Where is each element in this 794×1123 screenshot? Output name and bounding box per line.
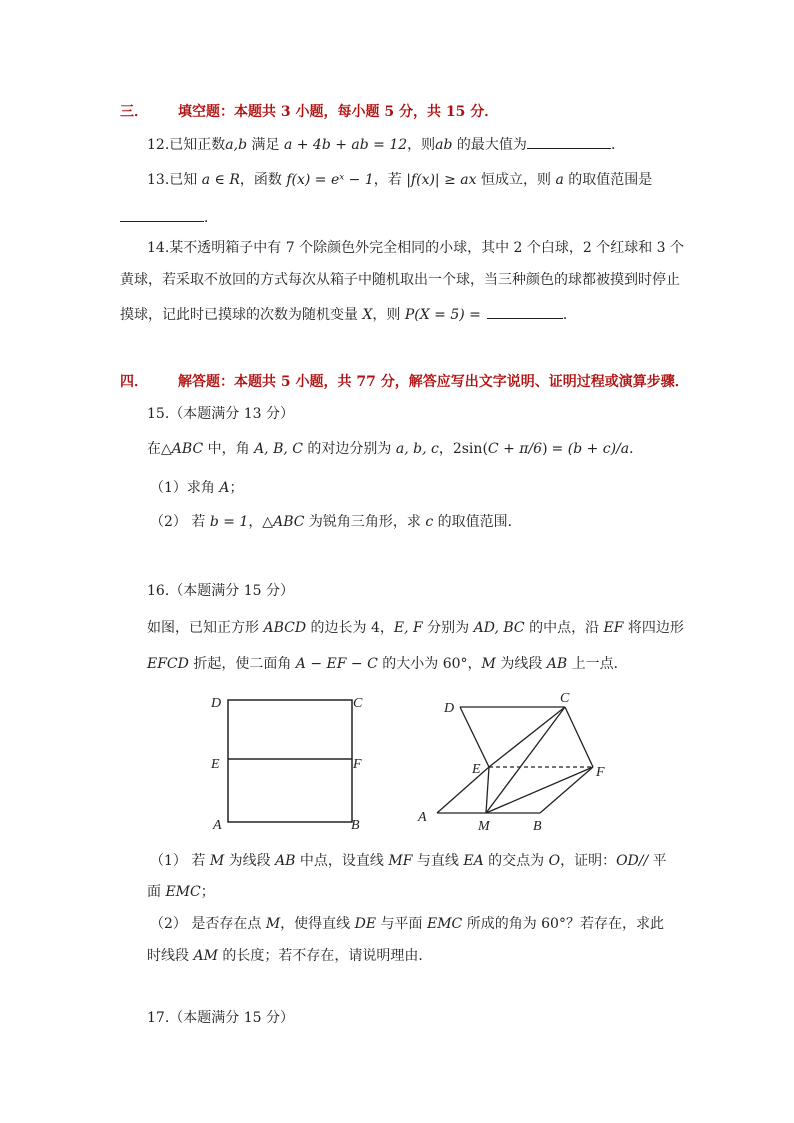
question-15-stem: 在△ABC 中，角 A, B, C 的对边分别为 a, b, c，2sin(C + π/6) = (b + c)/a． xyxy=(147,441,644,457)
edge-em xyxy=(486,767,489,813)
fig2-label-d: D xyxy=(444,701,455,716)
q16-p1-ab: AB xyxy=(275,853,296,869)
question-17-title: 17.（本题满分 15 分） xyxy=(147,1010,294,1026)
q12-text-tail: 的最大值为 xyxy=(452,137,527,153)
question-14-line-3 xyxy=(120,304,577,325)
question-13 xyxy=(147,170,652,190)
q16-p1-text-c: 中点，设直线 xyxy=(295,853,389,869)
q14-text-mid: ，则 xyxy=(372,307,405,323)
q14-var: X xyxy=(362,307,373,323)
q16-p1-text-f: ，证明： xyxy=(560,853,617,869)
q16-segments: AD, BC xyxy=(473,620,525,636)
q16-points: E, F xyxy=(393,620,423,636)
q15-p2-text: （2） 若 xyxy=(150,514,210,530)
q15-part-1 xyxy=(150,478,243,498)
q12-target: ab xyxy=(435,137,453,153)
q15-p1-end: ； xyxy=(229,480,244,496)
q13-text: 13.已知 xyxy=(147,172,202,188)
q16-text-mid: 的边长为 4， xyxy=(306,620,394,636)
q16-text: 如图，已知正方形 xyxy=(147,620,264,636)
q15-text: 在△ xyxy=(147,441,172,457)
q12-vars: a,b xyxy=(225,137,248,153)
section-3-header: 填空题：本题共 3 小题，每小题 5 分，共 15 分． xyxy=(178,104,499,120)
fig1-label-b: B xyxy=(351,818,360,833)
q15-p2-mid: ，△ xyxy=(248,514,274,530)
section-4-header: 解答题：本题共 5 小题，共 77 分，解答应写出文字说明、证明过程或演算步骤． xyxy=(178,374,689,390)
q16-p2-text-c: 与平面 xyxy=(376,916,427,932)
q13-text-mid: ，函数 xyxy=(239,172,287,188)
edge-cf xyxy=(565,707,593,767)
fig1-label-f: F xyxy=(353,757,362,772)
q16-part-2-line-2 xyxy=(147,946,432,966)
q13-var: a xyxy=(555,172,564,188)
q15-angles: A, B, C xyxy=(254,441,303,457)
q16-p2-text-d: 所成的角为 60°？若存在，求此 xyxy=(462,916,664,932)
q12-text: 12.已知正数 xyxy=(147,137,226,153)
q16-p1-l2-end: ； xyxy=(200,884,215,900)
q15-p1-text: （1）求角 xyxy=(150,480,220,496)
section-3-number: 三． xyxy=(120,104,148,120)
fig2-label-b: B xyxy=(533,819,542,834)
q16-text-mid3: 的中点，沿 xyxy=(524,620,604,636)
q15-p2-var: c xyxy=(425,514,434,530)
q15-eq-paren: C + π/6 xyxy=(487,441,543,457)
q16-part-1-line-2 xyxy=(147,882,215,902)
q13-answer-blank[interactable] xyxy=(120,207,204,222)
fig2-label-f: F xyxy=(596,765,605,780)
q16-l2-text2: 的大小为 60°， xyxy=(377,656,482,672)
fig2-label-c: C xyxy=(560,691,570,706)
q16-point-m: M xyxy=(481,656,496,672)
q13-condition: a ∈ R xyxy=(201,172,240,188)
q14-end: ． xyxy=(562,307,577,323)
q16-fold-line: EF xyxy=(603,620,624,636)
section-3-heading xyxy=(120,102,498,122)
q12-answer-blank[interactable] xyxy=(527,134,611,149)
q16-p1-l2-text: 面 xyxy=(147,884,166,900)
q15-p2-mid2: 为锐角三角形，求 xyxy=(304,514,426,530)
edge-bf xyxy=(540,767,593,813)
q13-inequality: |f(x)| ≥ ax xyxy=(406,172,477,188)
figure-folded xyxy=(410,688,620,838)
q15-p2-cond: b = 1 xyxy=(209,514,249,530)
q15-p2-tri: ABC xyxy=(273,514,305,530)
q16-p2-am: AM xyxy=(193,948,218,964)
q13-function: f(x) = eˣ − 1 xyxy=(286,172,374,188)
q15-sides: a, b, c xyxy=(395,441,439,457)
question-16-line-1 xyxy=(147,618,684,638)
q16-p1-emc: EMC xyxy=(165,884,201,900)
question-14-line-1: 14.某不透明箱子中有 7 个除颜色外完全相同的小球，其中 2 个白球，2 个红球和 3 个 xyxy=(147,240,685,256)
fig2-label-m: M xyxy=(478,819,490,834)
edge-de xyxy=(460,707,489,767)
q13-text-mid2: ，若 xyxy=(373,172,407,188)
q14-text: 摸球，记此时已摸球的次数为随机变量 xyxy=(120,307,363,323)
q13-text-tail: 的取值范围是 xyxy=(563,172,653,188)
question-16-title: 16.（本题满分 15 分） xyxy=(147,583,294,599)
q15-text-mid: 中，角 xyxy=(203,441,255,457)
q16-p1-o: O xyxy=(548,853,561,869)
q16-p2-emc: EMC xyxy=(426,916,463,932)
q16-p1-ea: EA xyxy=(463,853,484,869)
edge-mf xyxy=(486,767,593,813)
q15-part-2 xyxy=(150,512,522,532)
q16-part-2-line-1 xyxy=(150,914,664,934)
fig2-label-e: E xyxy=(472,762,481,777)
fig1-label-a: A xyxy=(213,818,222,833)
fig2-label-a: A xyxy=(418,810,427,825)
q15-triangle: ABC xyxy=(171,441,204,457)
question-12 xyxy=(147,134,625,155)
q16-p1-text-e: 的交点为 xyxy=(483,853,549,869)
q16-l2-text3: 为线段 xyxy=(495,656,547,672)
fig1-label-c: C xyxy=(353,696,363,711)
q16-p1-mf: MF xyxy=(388,853,413,869)
question-13-answer-line xyxy=(120,207,218,228)
q12-text-mid: 满足 xyxy=(247,137,284,153)
q13-text-post: 恒成立，则 xyxy=(476,172,556,188)
q16-p1-text-a: （1） 若 xyxy=(150,853,210,869)
question-14-line-2: 黄球，若采取不放回的方式每次从箱子中随机取出一个球，当三种颜色的球都被摸到时停止 xyxy=(120,272,680,288)
q15-eq-right: = (b + c)/a xyxy=(551,441,630,457)
square-outline xyxy=(228,700,352,822)
q16-p2-m: M xyxy=(265,916,281,932)
fig1-label-e: E xyxy=(211,757,220,772)
q16-quad: EFCD xyxy=(147,656,189,672)
q16-text-end: 将四边形 xyxy=(623,620,684,636)
fig1-label-d: D xyxy=(211,696,222,711)
q12-equation: a + 4b + ab = 12 xyxy=(283,137,408,153)
q16-p1-text-g: 平 xyxy=(648,853,667,869)
q16-seg-ab: AB xyxy=(546,656,568,672)
q15-text-mid2: 的对边分别为 xyxy=(302,441,396,457)
q16-p2-de: DE xyxy=(354,916,377,932)
q16-p2-l2-text: 时线段 xyxy=(147,948,194,964)
section-4-number: 四． xyxy=(120,374,148,390)
q16-p1-od: OD// xyxy=(616,853,649,869)
question-15-title: 15.（本题满分 13 分） xyxy=(147,406,294,422)
q15-p1-var: A xyxy=(219,480,230,496)
q14-answer-blank[interactable] xyxy=(487,304,563,319)
q16-l2-text: 折起，使二面角 xyxy=(188,656,296,672)
q16-p2-text-b: ，使得直线 xyxy=(280,916,355,932)
q16-p1-text-b: 为线段 xyxy=(224,853,276,869)
q16-square: ABCD xyxy=(263,620,307,636)
q16-p2-text-a: （2） 是否存在点 xyxy=(150,916,266,932)
q16-part-1-line-1 xyxy=(150,851,667,871)
q15-end: ． xyxy=(629,441,644,457)
q16-p2-l2-end: 的长度；若不存在，请说明理由． xyxy=(217,948,433,964)
q16-p1-m: M xyxy=(209,853,225,869)
q14-expression: P(X = 5) = xyxy=(404,307,481,323)
q16-dihedral: A − EF − C xyxy=(295,656,378,672)
q15-eq-left: ，2sin xyxy=(438,441,483,457)
edge-ea xyxy=(437,767,489,813)
q12-text-post: ，则 xyxy=(407,137,436,153)
q15-p2-end: 的取值范围． xyxy=(433,514,522,530)
section-4-heading xyxy=(120,372,689,392)
figure-square xyxy=(205,688,375,838)
q16-text-mid2: 分别为 xyxy=(422,620,474,636)
q13-end: ． xyxy=(204,210,218,226)
q16-p1-text-d: 与直线 xyxy=(412,853,464,869)
question-16-line-2 xyxy=(147,654,628,674)
q16-l2-end: 上一点． xyxy=(567,656,628,672)
q12-end: ． xyxy=(610,137,625,153)
